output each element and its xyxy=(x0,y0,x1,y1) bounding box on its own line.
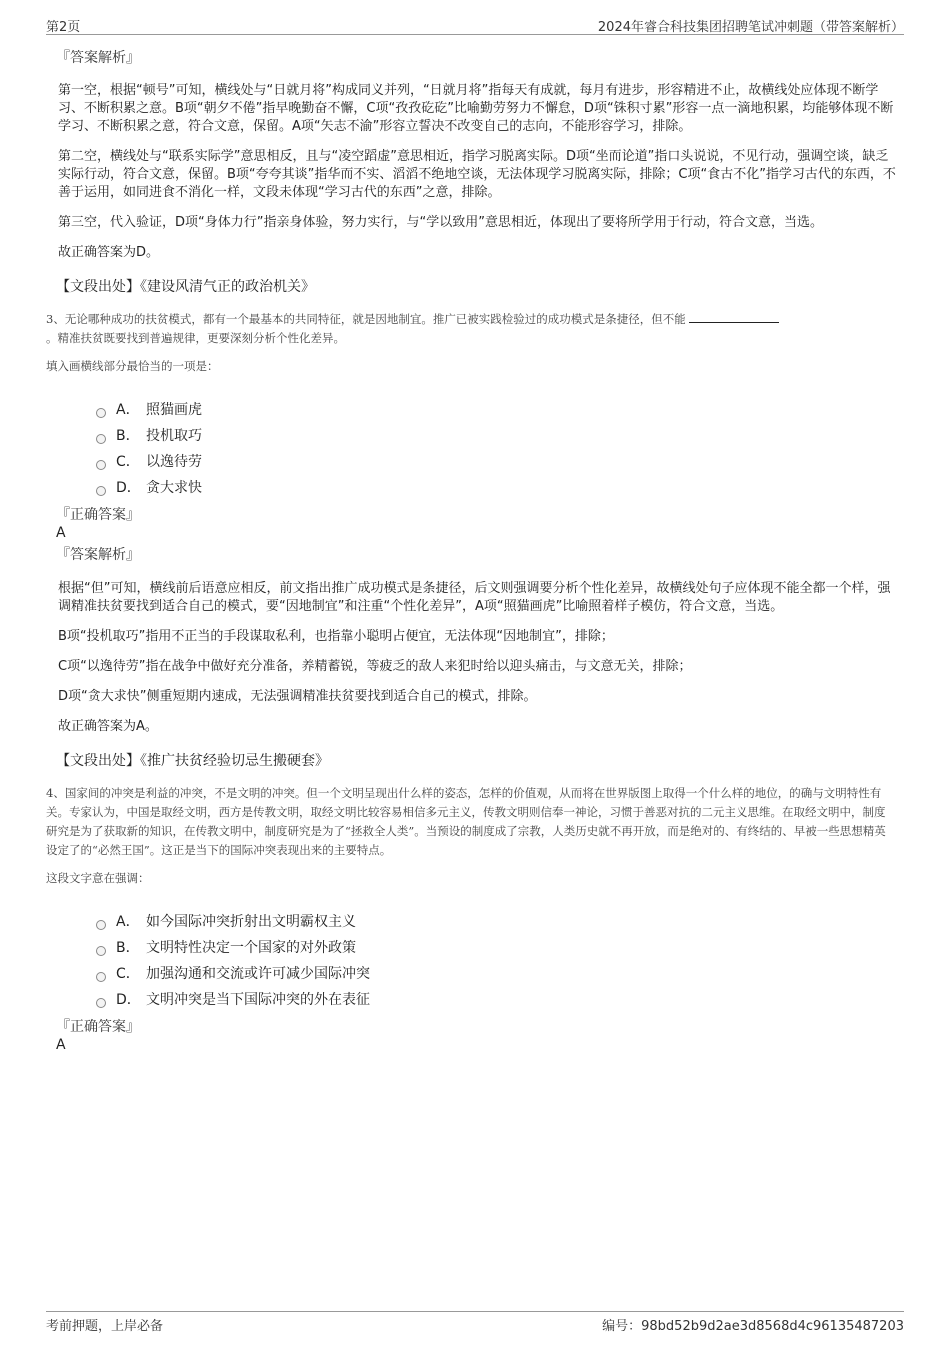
radio-icon[interactable] xyxy=(96,946,106,956)
option-text: 投机取巧 xyxy=(146,428,202,444)
radio-icon[interactable] xyxy=(96,460,106,470)
question-3-stem xyxy=(46,310,892,348)
document-title: 2024年睿合科技集团招聘笔试冲刺题（带答案解析） xyxy=(597,20,904,35)
option-c[interactable] xyxy=(96,448,896,474)
question-text: 3、无论哪种成功的扶贫模式，都有一个最基本的共同特征，就是因地制宜。推广已被实践检验过的成功模式是条捷径，但不能 xyxy=(46,312,686,326)
analysis-paragraph: C项“以逸待劳”指在战争中做好充分准备，养精蓄锐，等疲乏的敌人来犯时给以迎头痛击，与文意无关，排除； xyxy=(58,659,692,674)
question-prompt: 这段文字意在强调： xyxy=(46,871,150,885)
correct-answer: A xyxy=(56,1037,66,1053)
radio-icon[interactable] xyxy=(96,408,106,418)
analysis-conclusion: 故正确答案为A。 xyxy=(58,719,158,734)
analysis-label: 『答案解析』 xyxy=(56,50,140,66)
option-letter: C． xyxy=(116,454,140,470)
option-text: 以逸待劳 xyxy=(146,454,202,470)
document-id: 编号：98bd52b9d2ae3d8568d4c96135487203 xyxy=(602,1319,904,1334)
option-text: 文明冲突是当下国际冲突的外在表征 xyxy=(146,992,370,1008)
radio-icon[interactable] xyxy=(96,434,106,444)
option-letter: C． xyxy=(116,966,140,982)
analysis-paragraph: 第二空，横线处与“联系实际学”意思相反，且与“凌空蹈虚”意思相近，指学习脱离实际。D项“坐而论道”指口头说说，不见行动，强调空谈，缺乏实际行动，符合文意，保留。B项“夸夸其谈”指华而不实、滔滔不绝地空谈，无法体现学习脱离实际，排除；C项“食古不化”指学习古代的东西，不善于运用，如同进食不消化一样，文段未体现“学习古代的东西”之意，排除。 xyxy=(58,149,896,200)
question-3-options xyxy=(96,396,896,500)
option-a[interactable] xyxy=(96,396,896,422)
radio-icon[interactable] xyxy=(96,486,106,496)
option-a[interactable] xyxy=(96,908,896,934)
option-letter: B． xyxy=(116,940,140,956)
page-footer xyxy=(46,1311,904,1334)
analysis-label: 『答案解析』 xyxy=(56,547,140,563)
option-d[interactable] xyxy=(96,474,896,500)
correct-answer-label: 『正确答案』 xyxy=(56,507,140,523)
question-prompt: 填入画横线部分最恰当的一项是： xyxy=(46,359,219,373)
analysis-paragraph: 根据“但”可知，横线前后语意应相反，前文指出推广成功模式是条捷径，后文则强调要分析个性化差异，故横线处句子应体现不能全都一个样，强调精准扶贫要找到适合自己的模式，要“因地制宜”和注重“个性化差异”，A项“照猫画虎”比喻照着样子模仿，符合文意，当选。 xyxy=(58,581,891,614)
footer-slogan: 考前押题，上岸必备 xyxy=(46,1319,164,1334)
question-text: 。精准扶贫既要找到普遍规律，更要深刻分析个性化差异。 xyxy=(46,331,345,345)
correct-answer: A xyxy=(56,525,66,541)
passage-source: 【文段出处】《建设风清气正的政治机关》 xyxy=(56,279,315,295)
passage-source: 【文段出处】《推广扶贫经验切忌生搬硬套》 xyxy=(56,753,329,769)
question-4-options xyxy=(96,908,896,1012)
option-letter: A． xyxy=(116,402,140,418)
option-text: 如今国际冲突折射出文明霸权主义 xyxy=(146,914,356,930)
option-text: 文明特性决定一个国家的对外政策 xyxy=(146,940,356,956)
option-d[interactable] xyxy=(96,986,896,1012)
option-text: 加强沟通和交流或许可减少国际冲突 xyxy=(146,966,370,982)
option-text: 贪大求快 xyxy=(146,480,202,496)
option-text: 照猫画虎 xyxy=(146,402,202,418)
fill-blank xyxy=(689,310,779,323)
main-content xyxy=(46,48,896,1058)
option-b[interactable] xyxy=(96,934,896,960)
radio-icon[interactable] xyxy=(96,972,106,982)
option-letter: B． xyxy=(116,428,140,444)
analysis-paragraph: B项“投机取巧”指用不正当的手段谋取私利，也指靠小聪明占便宜，无法体现“因地制宜”，排除； xyxy=(58,629,614,644)
radio-icon[interactable] xyxy=(96,998,106,1008)
analysis-conclusion: 故正确答案为D。 xyxy=(58,245,160,260)
option-b[interactable] xyxy=(96,422,896,448)
radio-icon[interactable] xyxy=(96,920,106,930)
option-c[interactable] xyxy=(96,960,896,986)
analysis-paragraph: 第三空，代入验证，D项“身体力行”指亲身体验，努力实行，与“学以致用”意思相近，体现出了要将所学用于行动，符合文意，当选。 xyxy=(58,215,823,230)
question-4-stem: 4、国家间的冲突是利益的冲突，不是文明的冲突。但一个文明呈现出什么样的姿态，怎样的价值观，从而将在世界版图上取得一个什么样的地位，的确与文明特性有关。专家认为，中国是取经文明，西方是传教文明，取经文明比较容易相信多元主义，传教文明则信奉一神论，习惯于善恶对抗的二元主义思维。在取经文明中，制度研究是为了获取新的知识，在传教文明中，制度研究是为了“拯救全人类”。当预设的制度成了宗教，人类历史就不再开放，而是绝对的、有终结的、早被一些思想精英设定了的“必然王国”。这正是当下的国际冲突表现出来的主要特点。 xyxy=(46,786,886,857)
analysis-paragraph: D项“贪大求快”侧重短期内速成，无法强调精准扶贫要找到适合自己的模式，排除。 xyxy=(58,689,537,704)
option-letter: D． xyxy=(116,992,141,1008)
page-header xyxy=(46,14,904,35)
option-letter: D． xyxy=(116,480,141,496)
page-number: 第2页 xyxy=(46,20,81,35)
correct-answer-label: 『正确答案』 xyxy=(56,1019,140,1035)
analysis-paragraph: 第一空，根据“顿号”可知，横线处与“日就月将”构成同义并列，“日就月将”指每天有成就，每月有进步，形容精进不止，故横线处应体现不断学习、不断积累之意。B项“朝夕不倦”指早晚勤奋不懈，C项“孜孜矻矻”比喻勤劳努力不懈怠，D项“铢积寸累”形容一点一滴地积累，均能够体现不断学习、不断积累之意，符合文意，保留。A项“矢志不渝”形容立誓决不改变自己的志向，不能形容学习，排除。 xyxy=(58,83,894,134)
option-letter: A． xyxy=(116,914,140,930)
